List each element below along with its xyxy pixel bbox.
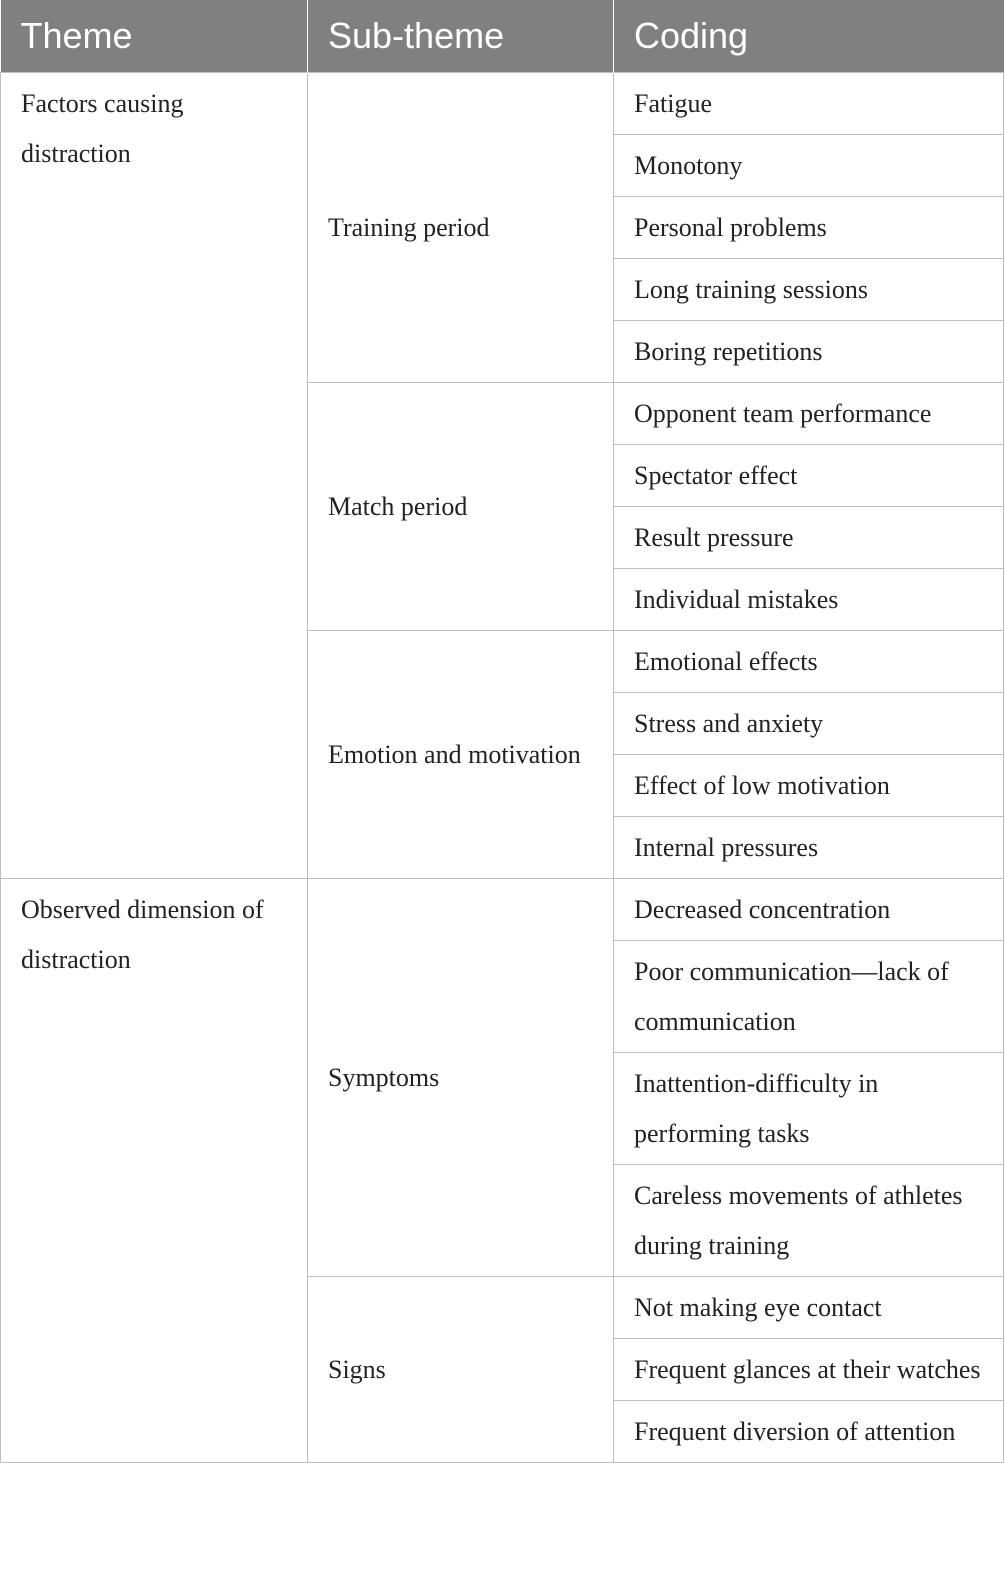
table-row (1, 878, 1004, 940)
coding-cell: Monotony (614, 134, 1004, 196)
coding-cell: Frequent diversion of attention (614, 1400, 1004, 1462)
coding-cell: Boring repetitions (614, 320, 1004, 382)
header-row (1, 0, 1004, 72)
coding-cell: Internal pressures (614, 816, 1004, 878)
coding-cell: Long training sessions (614, 258, 1004, 320)
header-coding: Coding (614, 0, 1004, 72)
sub-theme-cell: Signs (308, 1276, 614, 1462)
header-sub-theme: Sub-theme (308, 0, 614, 72)
header-theme: Theme (1, 0, 308, 72)
coding-cell: Decreased concentration (614, 878, 1004, 940)
coding-cell: Opponent team performance (614, 382, 1004, 444)
coding-cell: Not making eye contact (614, 1276, 1004, 1338)
coding-cell: Frequent glances at their watches (614, 1338, 1004, 1400)
coding-cell: Individual mistakes (614, 568, 1004, 630)
sub-theme-cell: Symptoms (308, 878, 614, 1276)
sub-theme-cell: Match period (308, 382, 614, 630)
coding-cell: Careless movements of athletes during training (614, 1164, 1004, 1276)
coding-cell: Effect of low motivation (614, 754, 1004, 816)
coding-cell: Fatigue (614, 72, 1004, 134)
theme-cell: Observed dimension of distraction (1, 878, 308, 1462)
coding-cell: Result pressure (614, 506, 1004, 568)
coding-cell: Stress and anxiety (614, 692, 1004, 754)
theme-cell: Factors causing distraction (1, 72, 308, 878)
coding-cell: Inattention-difficulty in performing tasks (614, 1052, 1004, 1164)
coding-cell: Spectator effect (614, 444, 1004, 506)
sub-theme-cell: Emotion and motivation (308, 630, 614, 878)
coding-cell: Poor communication—lack of communication (614, 940, 1004, 1052)
coding-cell: Personal problems (614, 196, 1004, 258)
table-row (1, 72, 1004, 134)
sub-theme-cell: Training period (308, 72, 614, 382)
coding-cell: Emotional effects (614, 630, 1004, 692)
